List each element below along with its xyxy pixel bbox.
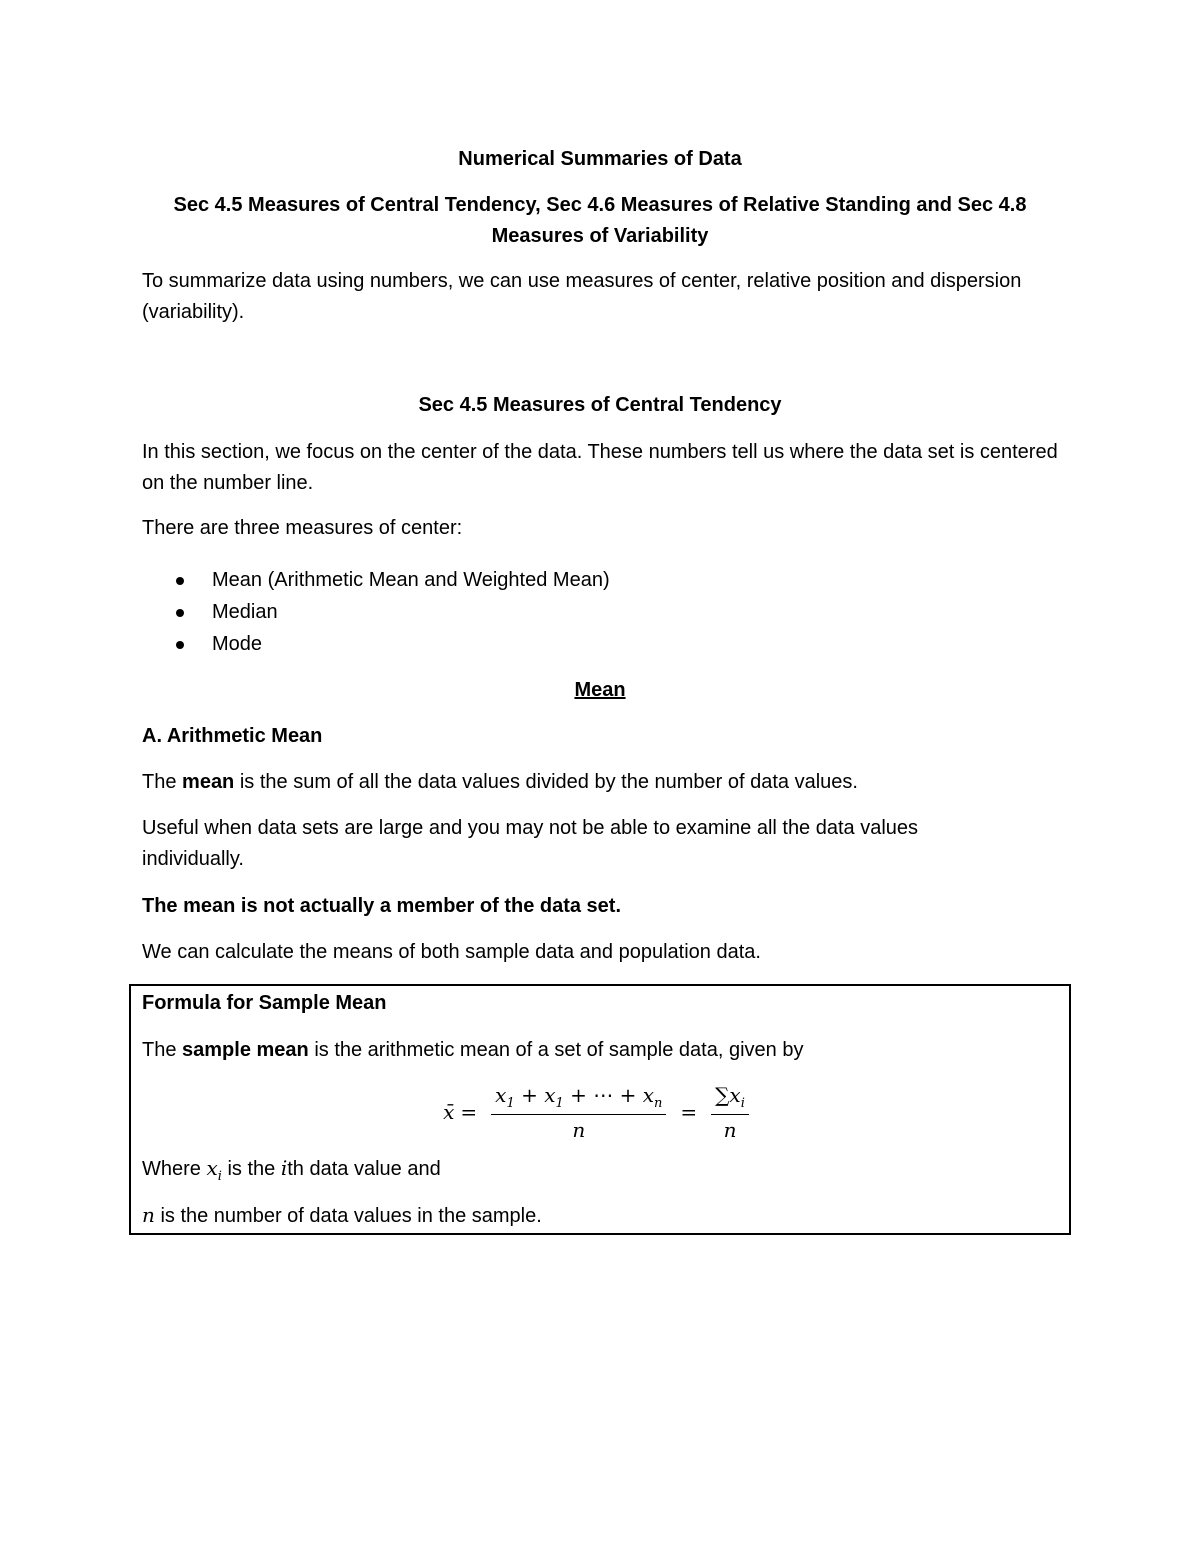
n-definition-line: n is the number of data values in the sample. xyxy=(142,1203,542,1227)
mean-heading: Mean xyxy=(574,679,626,701)
not-member-note: The mean is not actually a member of the data set. xyxy=(142,895,622,917)
list-item: Mean (Arithmetic Mean and Weighted Mean) xyxy=(170,564,610,596)
sample-mean-formula-box xyxy=(129,984,1071,1235)
document-subtitle: Sec 4.5 Measures of Central Tendency, Sec 4.6 Measures of Relative Standing and Sec 4.8 Measures of Variability xyxy=(173,194,1027,247)
three-measures-text: There are three measures of center: xyxy=(142,517,463,539)
section-heading: Sec 4.5 Measures of Central Tendency xyxy=(418,394,782,416)
mean-definition: The mean is the sum of all the data values divided by the number of data values. xyxy=(142,771,858,793)
document-title: Numerical Summaries of Data xyxy=(458,148,742,170)
section-intro-paragraph: In this section, we focus on the center of the data. These numbers tell us where the data set is centered on the number line. xyxy=(142,441,1058,494)
intro-paragraph: To summarize data using numbers, we can use measures of center, relative position and dispersion (variability). xyxy=(142,270,1022,323)
sample-mean-formula: x̄ = $\frac{x_1 + x_1 + \cdots + x_n}{n}$ = $\frac{\sum x_i}{n}$ xyxy=(131,1082,1069,1142)
useful-paragraph: Useful when data sets are large and you may not be able to examine all the data values individually. xyxy=(142,817,919,870)
list-item: Mode xyxy=(170,628,610,660)
list-item: Median xyxy=(170,596,610,628)
arithmetic-mean-heading: A. Arithmetic Mean xyxy=(142,725,323,747)
sample-mean-definition: The sample mean is the arithmetic mean of a set of sample data, given by xyxy=(142,1039,804,1061)
fraction-sum: $\frac{x_1 + x_1 + \cdots + x_n}{n}$ xyxy=(491,1083,666,1142)
bullet-icon xyxy=(176,641,184,649)
fraction-sigma: $\frac{\sum x_i}{n}$ xyxy=(711,1083,749,1142)
box-heading: Formula for Sample Mean xyxy=(142,992,387,1014)
measures-list xyxy=(170,564,610,660)
bullet-icon xyxy=(176,609,184,617)
bullet-icon xyxy=(176,577,184,585)
calc-means-text: We can calculate the means of both sample data and population data. xyxy=(142,941,761,963)
where-line: Where $x_i$ is the ith data value and xyxy=(142,1156,441,1184)
